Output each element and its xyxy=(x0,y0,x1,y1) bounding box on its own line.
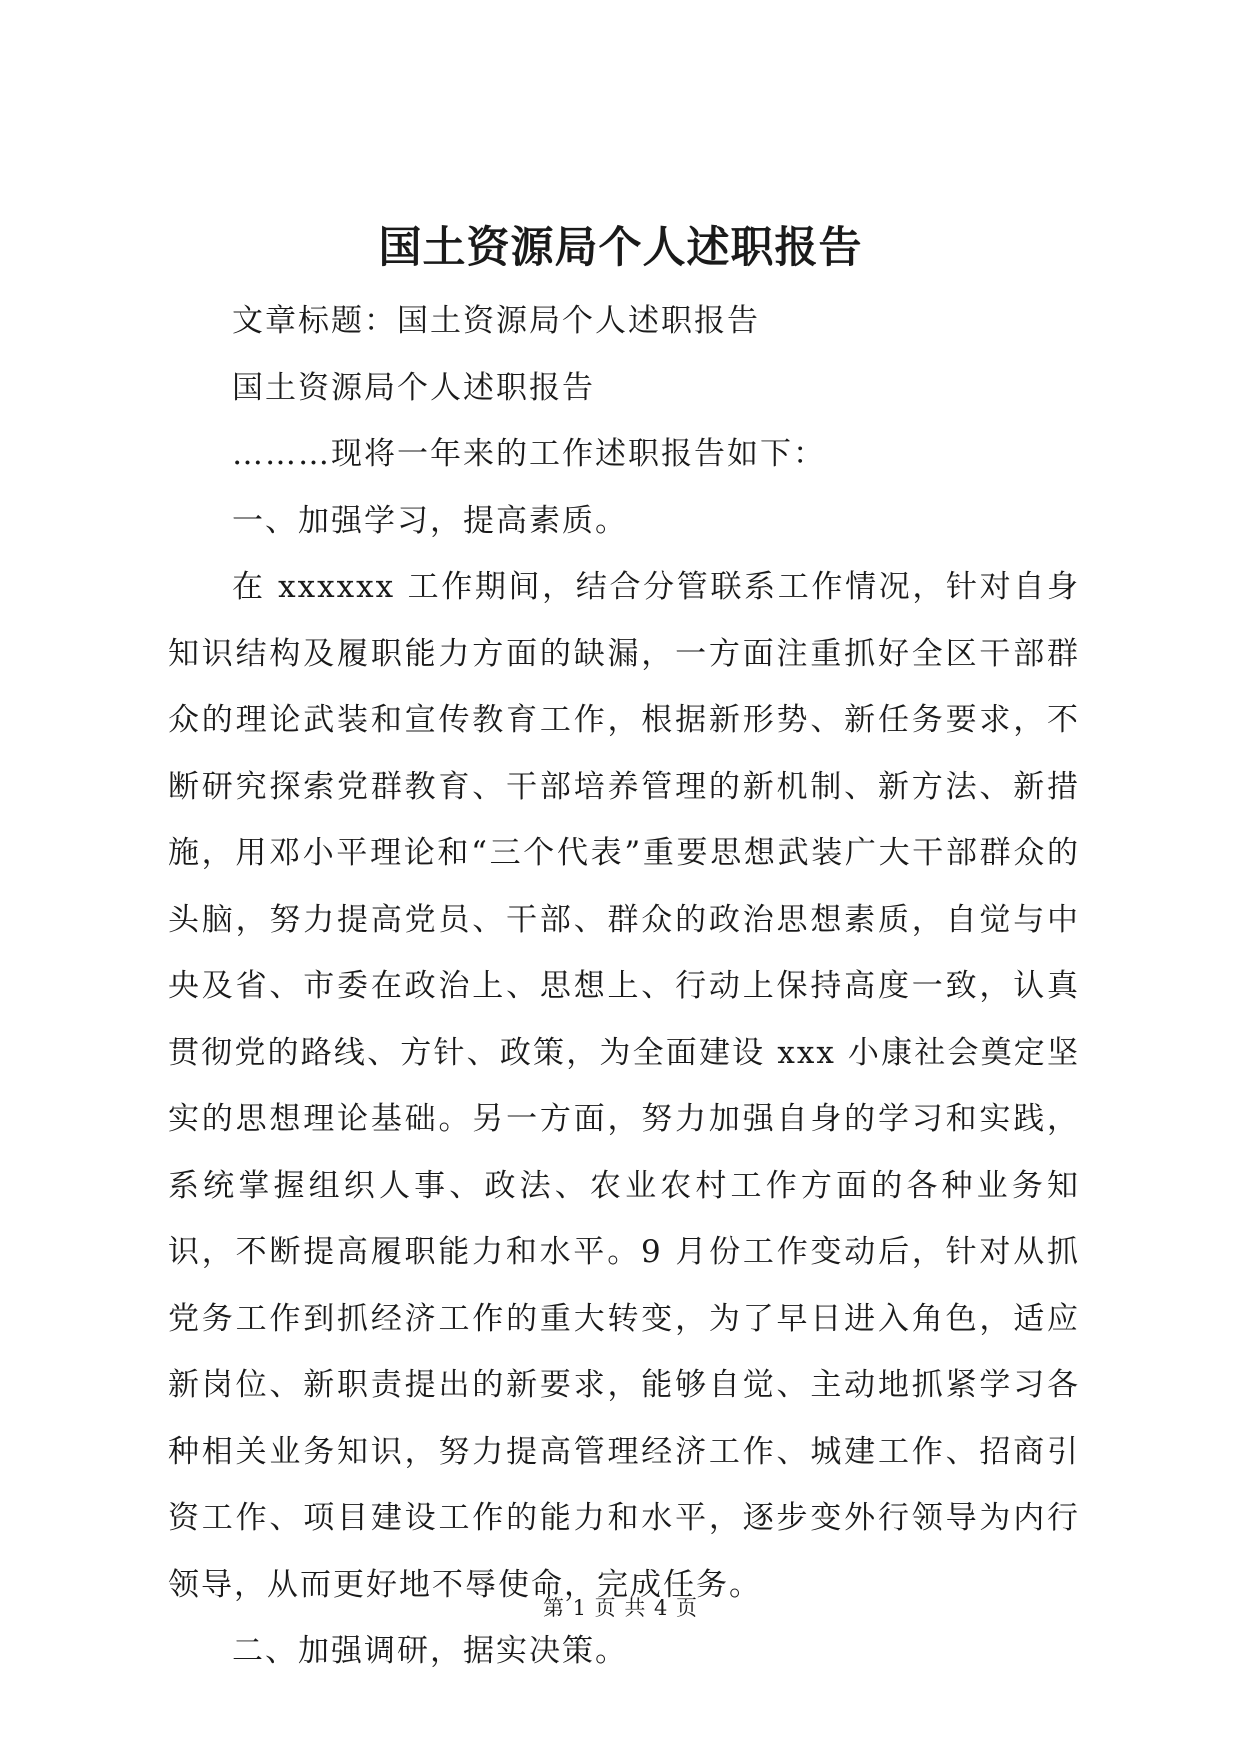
intro-line: ………现将一年来的工作述职报告如下： xyxy=(232,436,826,472)
report-subtitle: 国土资源局个人述职报告 xyxy=(232,369,595,406)
body-paragraph: 在 xxxxxx 工作期间，结合分管联系工作情况，针对自身知识结构及履职能力方面的缺漏，一方面注重抓好全区干部群众的理论武装和宣传教育工作，根据新形势、新任务要求，不断研究探索党群教育、干部培养管理的新机制、新方法、新措施，用邓小平理论和“三个代表”重要思想武装广大干部群众的头脑，努力提高党员、干部、群众的政治思想素质，自觉与中央及省、市委在政治上、思想上、行动上保持高度一致，认真贯彻党的路线、方针、政策，为全面建设 xxx 小康社会奠定坚实的思想理论基础。另一方面，努力加强自身的学习和实践，系统掌握组织人事、政法、农业农村工作方面的各种业务知识，不断提高履职能力和水平。9 月份工作变动后，针对从抓党务工作到抓经济工作的重大转变，为了早日进入角色，适应新岗位、新职责提出的新要求，能够自觉、主动地抓紧学习各种相关业务知识，努力提高管理经济工作、城建工作、招商引资工作、项目建设工作的能力和水平，逐步变外行领导为内行领导，从而更好地不辱使命，完成任务。 xyxy=(168,569,1080,1603)
section-heading-2: 二、加强调研，据实决策。 xyxy=(232,1633,628,1669)
document-body xyxy=(168,288,1080,1685)
page-number-footer: 第 1 页 共 4 页 xyxy=(542,1596,699,1620)
section-heading-1: 一、加强学习，提高素质。 xyxy=(232,502,628,539)
document-title: 国土资源局个人述职报告 xyxy=(378,223,863,273)
article-title-line: 文章标题：国土资源局个人述职报告 xyxy=(232,303,760,339)
